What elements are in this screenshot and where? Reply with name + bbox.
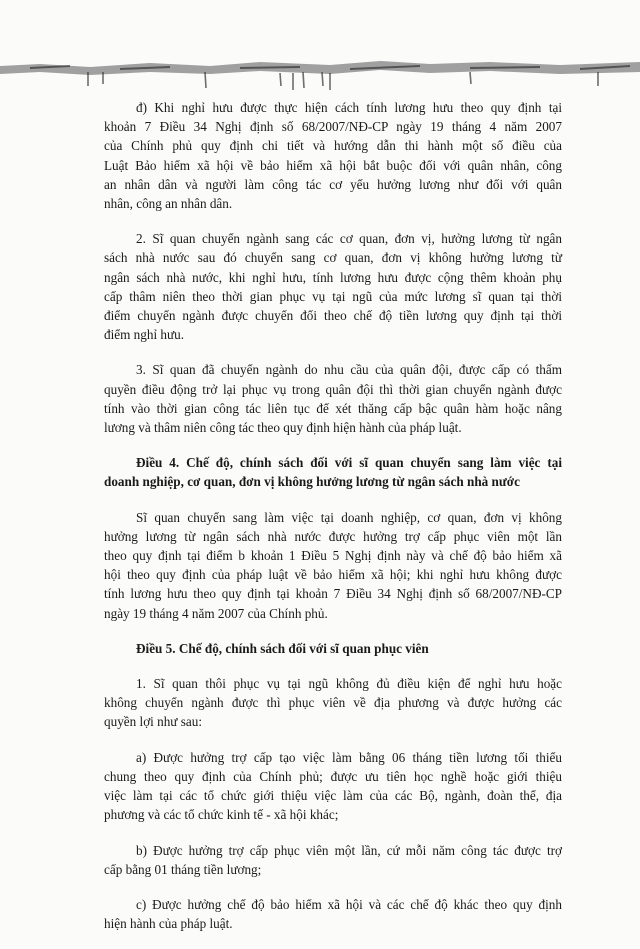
para-item-3	[104, 360, 562, 437]
text-line: đ) Khi nghỉ hưu được thực hiện cách tính lương hưu theo quy định tại	[136, 100, 562, 115]
text-line: ngày 19 tháng 4 năm 2007 của Chính phủ.	[104, 605, 328, 621]
text-line: hiện hành của pháp luật.	[104, 916, 233, 932]
para-item-2	[104, 229, 562, 344]
text-line: an nhân dân và người làm công tác cơ yếu hưởng lương như đối với quân	[104, 176, 562, 192]
para-article-5-item-1b	[104, 841, 562, 879]
text-line: Sĩ quan chuyển sang làm việc tại doanh nghiệp, cơ quan, đơn vị không	[136, 509, 562, 525]
text-line: quyền lợi như sau:	[104, 714, 202, 730]
text-line: theo quy định tại điểm b khoản 1 Điều 5 Nghị định này và chế độ bảo hiểm xã	[104, 548, 562, 564]
text-line: hưởng lương từ ngân sách nhà nước được hưởng trợ cấp phục viên một lần	[104, 528, 562, 544]
text-line: a) Được hưởng trợ cấp tạo việc làm bằng 06 tháng tiền lương tối thiểu	[136, 749, 562, 765]
text-line: cấp thâm niên theo thời gian phục vụ tại ngũ của mức lương sĩ quan tại thời	[104, 288, 562, 304]
para-article-5-item-1a	[104, 748, 562, 825]
heading-article-5	[104, 639, 562, 658]
text-line: doanh nghiệp, cơ quan, đơn vị không hưởng lương từ ngân sách nhà nước	[104, 474, 520, 490]
para-article-5-item-1c	[104, 895, 562, 933]
text-line: tính lương hưu theo quy định tại khoản 7 Điều 34 Nghị định số 68/2007/NĐ-CP	[104, 586, 562, 602]
text-line: cấp bằng 01 tháng tiền lương;	[104, 861, 262, 877]
text-line: nhân, công an nhân dân.	[104, 196, 233, 212]
text-line: 3. Sĩ quan đã chuyển ngành do nhu cầu của quân đội, được cấp có thẩm	[136, 362, 562, 378]
text-line: tính vào thời gian công tác liên tục để xét thăng cấp bậc quân hàm hoặc nâng	[104, 400, 562, 416]
text-line: việc làm tại các tổ chức giới thiệu việc làm của các Bộ, ngành, đoàn thể, địa	[104, 788, 562, 804]
para-article-5-item-1	[104, 674, 562, 732]
text-line: quyền điều động trở lại phục vụ trong quân đội thì thời gian chuyển ngành được	[104, 381, 562, 397]
text-line: điểm chuyển ngành được chuyển đổi theo chế độ tiền lương quy định tại thời	[104, 308, 562, 324]
text-line: 1. Sĩ quan thôi phục vụ tại ngũ không đủ điều kiện để nghỉ hưu hoặc	[136, 676, 562, 692]
text-line: chung theo quy định của Chính phủ; được ưu tiên học nghề hoặc giới thiệu	[104, 768, 562, 784]
text-line: hội theo quy định của pháp luật về bảo hiểm xã hội; khi nghỉ hưu không được	[104, 567, 562, 583]
text-line: Luật Bảo hiểm xã hội về bảo hiểm xã hội bắt buộc đối với quân nhân, công	[104, 157, 562, 173]
text-line: 2. Sĩ quan chuyển ngành sang các cơ quan, đơn vị, hưởng lương từ ngân	[136, 231, 562, 247]
document-body	[104, 98, 562, 949]
text-line: lương và thâm niên công tác theo quy định hiện hành của pháp luật.	[104, 420, 462, 436]
text-line: phương và các tổ chức kinh tế - xã hội khác;	[104, 807, 339, 823]
text-line: điểm nghỉ hưu.	[104, 327, 185, 343]
text-line: ngân sách nhà nước, khi nghỉ hưu, tính lương hưu được cộng thêm khoản phụ	[104, 269, 562, 285]
text-line: Điều 5. Chế độ, chính sách đối với sĩ quan phục viên	[136, 640, 429, 656]
text-line: không chuyển ngành được thì phục viên về địa phương và được hưởng các	[104, 695, 562, 711]
text-line: sách nhà nước sau đó chuyển sang cơ quan, đơn vị không hưởng lương từ	[104, 250, 562, 266]
text-line: của Chính phủ quy định chi tiết và hướng dẫn thi hành một số điều của	[104, 138, 562, 154]
text-line: khoản 7 Điều 34 Nghị định số 68/2007/NĐ-CP ngày 19 tháng 4 năm 2007	[104, 119, 562, 135]
para-article-4-body	[104, 508, 562, 623]
text-line: b) Được hưởng trợ cấp phục viên một lần, cứ mỗi năm công tác được trợ	[136, 842, 562, 858]
scan-artifact-edge	[0, 0, 640, 100]
heading-article-4	[104, 453, 562, 491]
text-line: Điều 4. Chế độ, chính sách đối với sĩ quan chuyển sang làm việc tại	[136, 455, 562, 471]
text-line: c) Được hưởng chế độ bảo hiểm xã hội và các chế độ khác theo quy định	[136, 896, 562, 912]
para-d-retirement	[104, 98, 562, 213]
